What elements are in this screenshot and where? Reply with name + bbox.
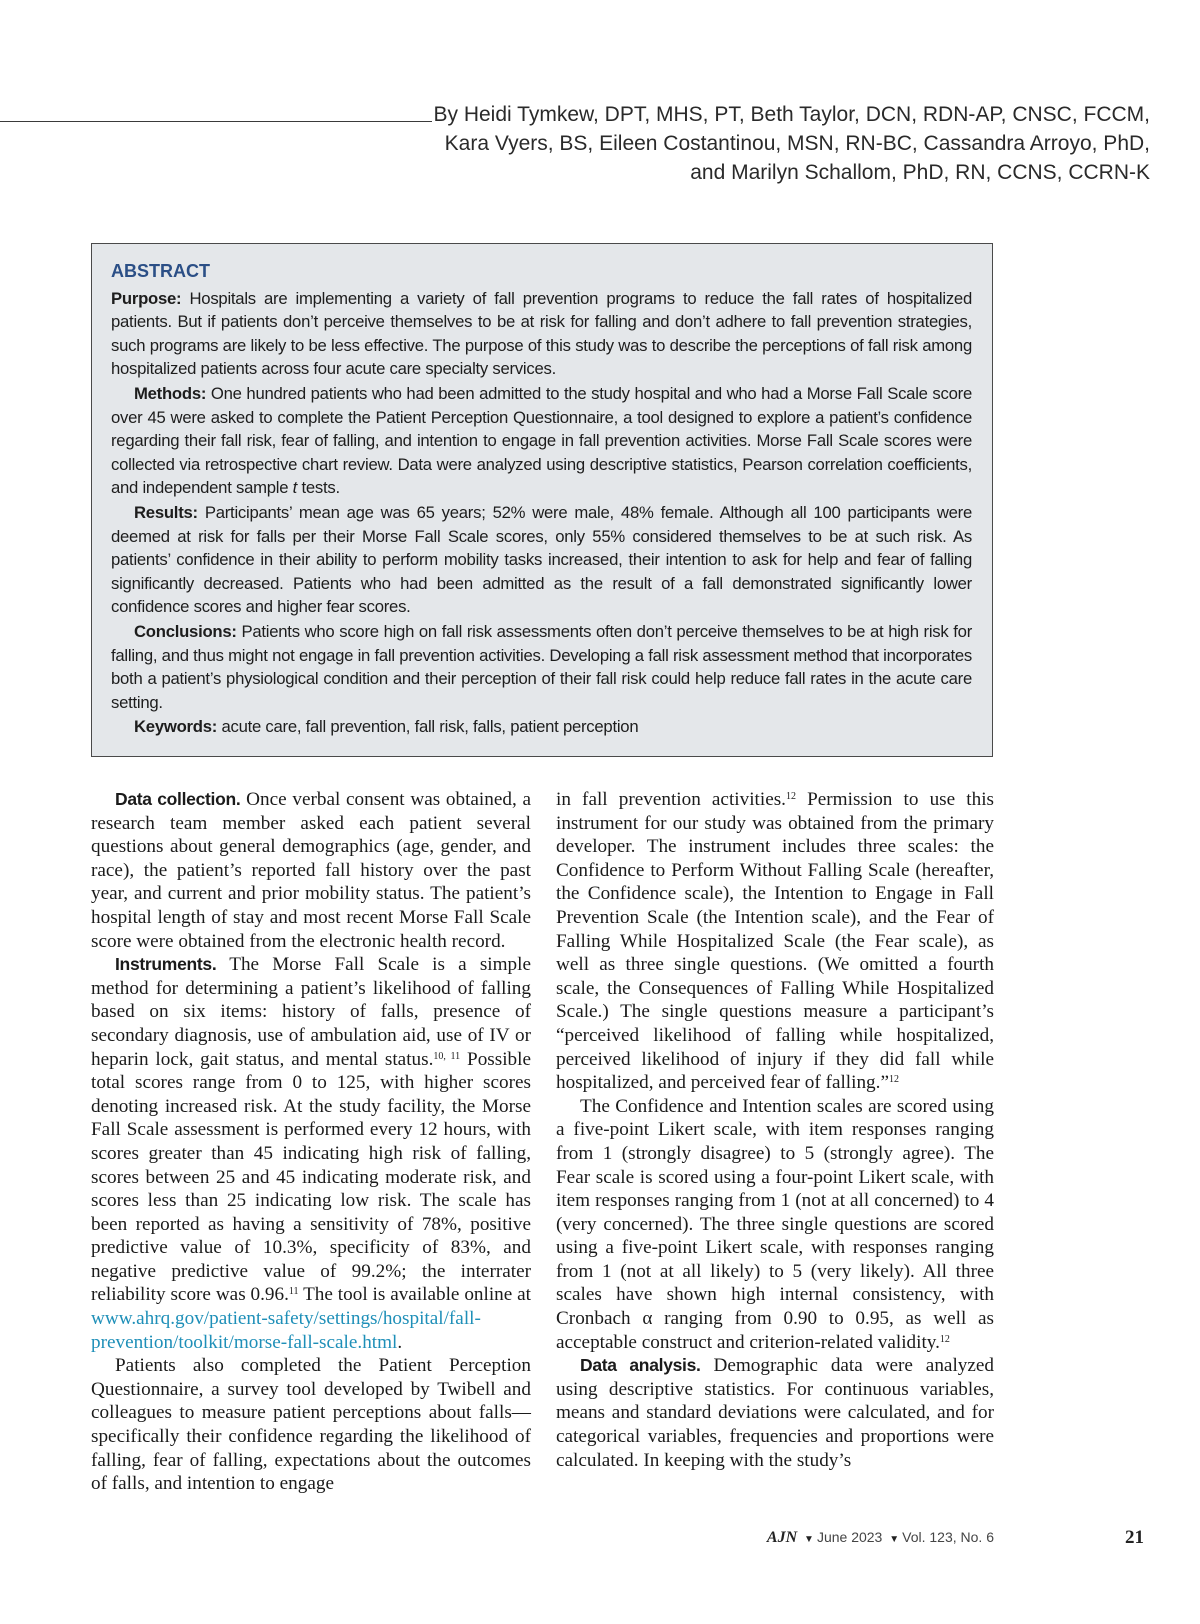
citation: 12 [888, 1074, 899, 1086]
paragraph-questionnaire: Patients also completed the Patient Perception Questionnaire, a survey tool developed by Twibell and colleagues to measure patient perceptions about falls—specifically their confidence regarding the likelihood of falling, fear of falling, expectations about the outcomes of falls, and intention to engage [91, 1355, 531, 1495]
left-column [91, 788, 531, 1496]
abstract-conclusions [111, 620, 972, 714]
abstract-methods [111, 382, 972, 500]
abstract-results [111, 501, 972, 619]
paragraph-text: Once verbal consent was obtained, a research team member asked each patient several questions about general demographics (age, gender, and race), the patient’s reported fall history over the past year, and current and prior mobility status. The patient’s hospital length of stay and most recent Morse Fall Scale score were obtained from the electronic health record. [91, 789, 531, 952]
journal-meta [767, 1529, 994, 1547]
abstract-box [91, 243, 993, 757]
results-text: Participants’ mean age was 65 years; 52% were male, 48% female. Although all 100 participants were deemed at risk for falls per their Morse Fall Scale scores, only 55% considered themselves to be at such risk. As patients’ confidence in their ability to perform mobility tasks increased, their intention to ask for help and fear of falling significantly decreased. Patients who had been admitted as the result of a fall demonstrated significantly lower confidence scores and higher fear scores. [111, 502, 972, 617]
paragraph-text: . [397, 1331, 403, 1353]
paragraph-text: The tool is available online at [298, 1284, 531, 1306]
paragraph-text: in fall prevention activities. [556, 789, 786, 810]
paragraph-data-collection [91, 788, 531, 953]
run-in-heading: Instruments. [115, 954, 217, 975]
abstract-purpose [111, 287, 972, 381]
issue-date: June 2023 [816, 1529, 883, 1545]
citation: 11 [288, 1286, 299, 1298]
right-column [556, 788, 994, 1472]
paragraph-continued [556, 788, 994, 1095]
keywords-label: Keywords: [134, 717, 218, 737]
methods-label: Methods: [134, 383, 207, 403]
page-number: 21 [1125, 1527, 1144, 1548]
author-byline [430, 100, 1150, 187]
page-footer [0, 1527, 1200, 1551]
methods-t: t [292, 478, 298, 498]
morse-scale-link[interactable]: www.ahrq.gov/patient-safety/settings/hospital/fall-prevention/toolkit/morse-fall-scale.html [91, 1308, 481, 1353]
conclusions-label: Conclusions: [134, 621, 237, 641]
keywords-text: acute care, fall prevention, fall risk, falls, patient perception [217, 717, 639, 737]
conclusions-text: Patients who score high on fall risk assessments often don’t perceive themselves to be at high risk for falling, and thus might not engage in fall prevention activities. Developing a fall risk assessment method that incorporates both a patient’s physiological condition and their perception of their fall risk could help reduce fall rates in the acute care setting. [111, 621, 972, 712]
citation: 12 [939, 1333, 950, 1345]
author-line: By Heidi Tymkew, DPT, MHS, PT, Beth Taylor, DCN, RDN-AP, CNSC, FCCM, [433, 103, 1150, 126]
citation: 12 [785, 791, 796, 802]
issue-volume: Vol. 123, No. 6 [902, 1529, 994, 1545]
purpose-text: Hospitals are implementing a variety of fall prevention programs to reduce the fall rates of hospitalized patients. But if patients don’t perceive themselves to be at risk for falling and don’t adhere to fall prevention strategies, such programs are likely to be less effective. The purpose of this study was to describe the perceptions of fall risk among hospitalized patients across four acute care specialty services. [111, 288, 972, 379]
paragraph-text: The Confidence and Intention scales are scored using a five-point Likert scale, with item responses ranging from 1 (strongly disagree) to 5 (strongly agree). The Fear scale is scored using a four-point Likert scale, with item responses ranging from 1 (not at all concerned) to 4 (very concerned). The three single questions are scored using a five-point Likert scale, with responses ranging from 1 (not at all likely) to 5 (very likely). All three scales have shown high internal consistency, with Cronbach α ranging from 0.90 to 0.95, as well as acceptable construct and criterion-related validity. [556, 1095, 994, 1353]
run-in-heading: Data analysis. [580, 1355, 701, 1376]
paragraph-text: The Morse Fall Scale is a simple method for determining a patient’s likelihood of falling based on six items: history of falls, presence of secondary diagnosis, use of ambulation aid, use of IV or heparin lock, gait status, and mental status. [91, 954, 531, 1070]
run-in-heading: Data collection. [115, 789, 241, 809]
results-label: Results: [134, 502, 198, 522]
triangle-icon: ▼ [889, 1534, 900, 1545]
triangle-icon: ▼ [804, 1534, 814, 1545]
author-line: and Marilyn Schallom, PhD, RN, CCNS, CCRN-K [690, 161, 1150, 184]
paragraph-data-analysis [556, 1354, 994, 1472]
abstract-keywords [111, 715, 972, 739]
paragraph-instruments [91, 953, 531, 1354]
paragraph-scoring [556, 1095, 994, 1355]
methods-text-end: tests. [297, 478, 340, 498]
author-line: Kara Vyers, BS, Eileen Costantinou, MSN, RN-BC, Cassandra Arroyo, PhD, [444, 132, 1150, 155]
abstract-heading: ABSTRACT [111, 261, 210, 281]
paragraph-text: Demographic data were analyzed using descriptive statistics. For continuous variables, means and standard deviations were calculated, and for categorical variables, frequencies and proportions were calculated. In keeping with the study’s [556, 1355, 994, 1471]
journal-name: AJN [766, 1529, 798, 1546]
paragraph-text: Possible total scores range from 0 to 125, with higher scores denoting increased risk. At the study facility, the Morse Fall Scale assessment is performed every 12 hours, with scores greater than 45 indicating high risk of falling, scores between 25 and 45 indicating moderate risk, and scores less than 25 indicating low risk. The scale has been reported as having a sensitivity of 78%, positive predictive value of 10.3%, specificity of 83%, and negative predictive value of 99.2%; the interrater reliability score was 0.96. [91, 1048, 532, 1306]
purpose-label: Purpose: [111, 288, 182, 308]
header-rule [0, 121, 432, 122]
methods-text: One hundred patients who had been admitted to the study hospital and who had a Morse Fall Scale score over 45 were asked to complete the Patient Perception Questionnaire, a tool designed to explore a patient’s confidence regarding their fall risk, fear of falling, and intention to engage in fall prevention activities. Morse Fall Scale scores were collected via retrospective chart review. Data were analyzed using descriptive statistics, Pearson correlation coefficients, and independent sample [111, 383, 972, 498]
citation: 10, 11 [433, 1050, 461, 1062]
paragraph-text: Permission to use this instrument for our study was obtained from the primary developer. The instrument includes three scales: the Confidence to Perform Without Falling Scale (hereafter, the Confidence scale), the Intention to Engage in Fall Prevention Scale (the Intention scale), and the Fear of Falling While Hospitalized Scale (the Fear scale), as well as three single questions. (We omitted a fourth scale, the Consequences of Falling While Hospitalized Scale.) The single questions measure a participant’s “perceived likelihood of falling while hospitalized, perceived likelihood of injury if they did fall while hospitalized, and perceived fear of falling.” [556, 789, 994, 1094]
